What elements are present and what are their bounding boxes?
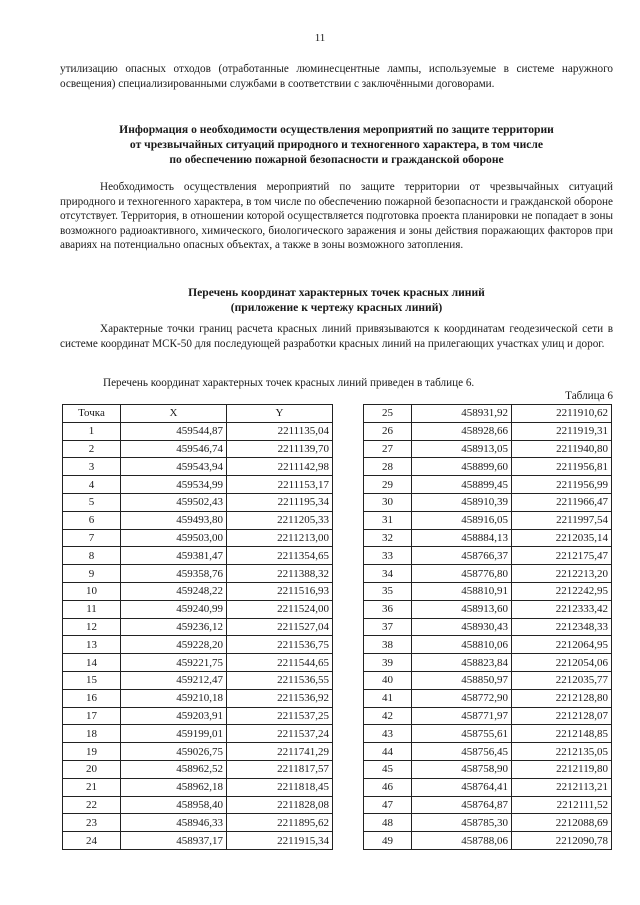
y-coordinate-cell: 2211956,81 — [512, 458, 612, 476]
y-coordinate-cell: 2212090,78 — [512, 832, 612, 850]
point-number-cell: 35 — [364, 582, 412, 600]
y-coordinate-cell: 2212333,42 — [512, 600, 612, 618]
x-coordinate-cell: 459203,91 — [121, 707, 227, 725]
point-number-cell: 16 — [63, 689, 121, 707]
y-coordinate-cell: 2211956,99 — [512, 476, 612, 494]
table-row — [364, 405, 612, 423]
x-coordinate-cell: 458755,61 — [412, 725, 512, 743]
y-coordinate-cell: 2211828,08 — [227, 796, 333, 814]
table-body-right — [364, 405, 612, 850]
point-number-cell: 4 — [63, 476, 121, 494]
table-row — [63, 529, 333, 547]
point-number-cell: 28 — [364, 458, 412, 476]
y-coordinate-cell: 2212035,77 — [512, 671, 612, 689]
table-row — [364, 796, 612, 814]
x-coordinate-cell: 459358,76 — [121, 565, 227, 583]
x-coordinate-cell: 459240,99 — [121, 600, 227, 618]
point-number-cell: 14 — [63, 654, 121, 672]
x-coordinate-cell: 458913,05 — [412, 440, 512, 458]
point-number-cell: 34 — [364, 565, 412, 583]
x-coordinate-cell: 459210,18 — [121, 689, 227, 707]
y-coordinate-cell: 2211524,00 — [227, 600, 333, 618]
x-coordinate-cell: 458916,05 — [412, 511, 512, 529]
table-row — [63, 796, 333, 814]
point-number-cell: 39 — [364, 654, 412, 672]
y-coordinate-cell: 2212128,07 — [512, 707, 612, 725]
y-coordinate-cell: 2211213,00 — [227, 529, 333, 547]
y-coordinate-cell: 2212242,95 — [512, 582, 612, 600]
table-row — [364, 600, 612, 618]
x-coordinate-cell: 458772,90 — [412, 689, 512, 707]
point-number-cell: 13 — [63, 636, 121, 654]
table-row — [63, 636, 333, 654]
x-coordinate-cell: 458776,80 — [412, 565, 512, 583]
emergency-paragraph: Необходимость осуществления мероприятий по защите территории от чрезвычайных ситуаций природного и техногенного характера, в том числе по обеспечению пожарной безопасности и гражданской обороне отсутствует. Территория, в отношении которой осуществляется подготовка проекта планировки не попадает в зоны возможного радиоактивного, химического, биологического заражения и зоны действия поражающих факторов при авариях на потенциально опасных объектах, а также в зоны возможного затопления. — [60, 181, 613, 252]
y-coordinate-cell: 2211537,25 — [227, 707, 333, 725]
heading-line: по обеспечению пожарной безопасности и гражданской обороне — [169, 153, 504, 166]
x-coordinate-cell: 458899,60 — [412, 458, 512, 476]
point-number-cell: 11 — [63, 600, 121, 618]
point-number-cell: 15 — [63, 671, 121, 689]
point-number-cell: 27 — [364, 440, 412, 458]
page-number: 11 — [314, 32, 326, 44]
table-body-left — [63, 422, 333, 849]
section-heading-red-lines — [60, 285, 613, 315]
y-coordinate-cell: 2211915,34 — [227, 832, 333, 850]
point-number-cell: 17 — [63, 707, 121, 725]
point-number-cell: 32 — [364, 529, 412, 547]
heading-line: от чрезвычайных ситуаций природного и техногенного характера, в том числе — [129, 138, 544, 151]
y-coordinate-cell: 2212348,33 — [512, 618, 612, 636]
x-coordinate-cell: 458937,17 — [121, 832, 227, 850]
table-row — [364, 476, 612, 494]
table-row — [364, 832, 612, 850]
point-number-cell: 29 — [364, 476, 412, 494]
x-coordinate-cell: 458766,37 — [412, 547, 512, 565]
table-reference-paragraph: Перечень координат характерных точек красных линий приведен в таблице 6. — [103, 377, 475, 389]
table-row — [364, 725, 612, 743]
table-row — [63, 440, 333, 458]
point-number-cell: 21 — [63, 778, 121, 796]
table-row — [364, 814, 612, 832]
table-row — [364, 565, 612, 583]
point-number-cell: 45 — [364, 760, 412, 778]
x-coordinate-cell: 458913,60 — [412, 600, 512, 618]
point-number-cell: 33 — [364, 547, 412, 565]
table-row — [364, 440, 612, 458]
y-coordinate-cell: 2211536,92 — [227, 689, 333, 707]
table-row — [364, 511, 612, 529]
point-number-cell: 6 — [63, 511, 121, 529]
point-number-cell: 25 — [364, 405, 412, 423]
table-row — [63, 547, 333, 565]
x-coordinate-cell: 458810,06 — [412, 636, 512, 654]
table-row — [63, 476, 333, 494]
x-coordinate-cell: 459503,00 — [121, 529, 227, 547]
y-coordinate-cell: 2212054,06 — [512, 654, 612, 672]
table-header-row — [63, 405, 333, 423]
point-number-cell: 19 — [63, 743, 121, 761]
point-number-cell: 48 — [364, 814, 412, 832]
heading-line: Перечень координат характерных точек красных линий — [188, 286, 485, 299]
point-number-cell: 1 — [63, 422, 121, 440]
point-number-cell: 41 — [364, 689, 412, 707]
y-coordinate-cell: 2211516,93 — [227, 582, 333, 600]
table-row — [63, 743, 333, 761]
x-coordinate-cell: 458962,18 — [121, 778, 227, 796]
table-row — [63, 671, 333, 689]
point-number-cell: 22 — [63, 796, 121, 814]
y-coordinate-cell: 2211205,33 — [227, 511, 333, 529]
y-coordinate-cell: 2211153,17 — [227, 476, 333, 494]
point-number-cell: 20 — [63, 760, 121, 778]
table-row — [364, 671, 612, 689]
y-coordinate-cell: 2211527,04 — [227, 618, 333, 636]
y-coordinate-cell: 2211139,70 — [227, 440, 333, 458]
point-number-cell: 36 — [364, 600, 412, 618]
table-row — [63, 725, 333, 743]
table-row — [63, 707, 333, 725]
x-coordinate-cell: 458788,06 — [412, 832, 512, 850]
table-row — [63, 689, 333, 707]
table-row — [364, 582, 612, 600]
x-coordinate-cell: 459493,80 — [121, 511, 227, 529]
table-row — [364, 760, 612, 778]
y-coordinate-cell: 2211818,45 — [227, 778, 333, 796]
header-y: Y — [227, 405, 333, 423]
x-coordinate-cell: 459228,20 — [121, 636, 227, 654]
y-coordinate-cell: 2211142,98 — [227, 458, 333, 476]
point-number-cell: 31 — [364, 511, 412, 529]
table-row — [63, 814, 333, 832]
table-row — [63, 778, 333, 796]
x-coordinate-cell: 458910,39 — [412, 493, 512, 511]
point-number-cell: 44 — [364, 743, 412, 761]
table-row — [63, 511, 333, 529]
y-coordinate-cell: 2212175,47 — [512, 547, 612, 565]
red-lines-paragraph: Характерные точки границ расчета красных линий привязываются к координатам геодезической сети в системе координат МСК-50 для последующей разработки красных линий на прилегающих участках улиц и дорог. — [60, 323, 613, 350]
table-row — [63, 582, 333, 600]
point-number-cell: 47 — [364, 796, 412, 814]
table-row — [364, 743, 612, 761]
point-number-cell: 38 — [364, 636, 412, 654]
y-coordinate-cell: 2211910,62 — [512, 405, 612, 423]
point-number-cell: 40 — [364, 671, 412, 689]
y-coordinate-cell: 2211388,32 — [227, 565, 333, 583]
x-coordinate-cell: 458850,97 — [412, 671, 512, 689]
x-coordinate-cell: 458764,87 — [412, 796, 512, 814]
point-number-cell: 42 — [364, 707, 412, 725]
coordinates-table-right — [363, 404, 612, 850]
table-row — [364, 636, 612, 654]
table-row — [63, 422, 333, 440]
table-row — [364, 689, 612, 707]
y-coordinate-cell: 2211741,29 — [227, 743, 333, 761]
x-coordinate-cell: 458946,33 — [121, 814, 227, 832]
coordinates-table-left — [62, 404, 333, 850]
x-coordinate-cell: 458962,52 — [121, 760, 227, 778]
header-x: X — [121, 405, 227, 423]
table-row — [63, 618, 333, 636]
y-coordinate-cell: 2212088,69 — [512, 814, 612, 832]
x-coordinate-cell: 458931,92 — [412, 405, 512, 423]
y-coordinate-cell: 2212148,85 — [512, 725, 612, 743]
y-coordinate-cell: 2212135,05 — [512, 743, 612, 761]
table-row — [364, 422, 612, 440]
table-row — [364, 529, 612, 547]
point-number-cell: 37 — [364, 618, 412, 636]
x-coordinate-cell: 458884,13 — [412, 529, 512, 547]
heading-line: (приложение к чертежу красных линий) — [230, 301, 443, 314]
x-coordinate-cell: 459199,01 — [121, 725, 227, 743]
table-row — [63, 600, 333, 618]
x-coordinate-cell: 458899,45 — [412, 476, 512, 494]
intro-paragraph: утилизацию опасных отходов (отработанные люминесцентные лампы, используемые в системе наружного освещения) специализированными службами в соответствии с заключёнными договорами. — [60, 63, 613, 90]
table-label: Таблица 6 — [565, 390, 613, 402]
y-coordinate-cell: 2211544,65 — [227, 654, 333, 672]
x-coordinate-cell: 459544,87 — [121, 422, 227, 440]
y-coordinate-cell: 2212128,80 — [512, 689, 612, 707]
y-coordinate-cell: 2211354,65 — [227, 547, 333, 565]
table-row — [364, 778, 612, 796]
y-coordinate-cell: 2211895,62 — [227, 814, 333, 832]
x-coordinate-cell: 459381,47 — [121, 547, 227, 565]
x-coordinate-cell: 459502,43 — [121, 493, 227, 511]
y-coordinate-cell: 2212111,52 — [512, 796, 612, 814]
x-coordinate-cell: 458758,90 — [412, 760, 512, 778]
table-row — [364, 547, 612, 565]
table-row — [364, 493, 612, 511]
y-coordinate-cell: 2211919,31 — [512, 422, 612, 440]
point-number-cell: 9 — [63, 565, 121, 583]
y-coordinate-cell: 2212213,20 — [512, 565, 612, 583]
x-coordinate-cell: 458930,43 — [412, 618, 512, 636]
y-coordinate-cell: 2211997,54 — [512, 511, 612, 529]
point-number-cell: 24 — [63, 832, 121, 850]
table-row — [63, 565, 333, 583]
y-coordinate-cell: 2212119,80 — [512, 760, 612, 778]
point-number-cell: 18 — [63, 725, 121, 743]
table-row — [63, 832, 333, 850]
y-coordinate-cell: 2211966,47 — [512, 493, 612, 511]
x-coordinate-cell: 459221,75 — [121, 654, 227, 672]
y-coordinate-cell: 2212064,95 — [512, 636, 612, 654]
y-coordinate-cell: 2211536,75 — [227, 636, 333, 654]
point-number-cell: 8 — [63, 547, 121, 565]
heading-line: Информация о необходимости осуществления мероприятий по защите территории — [119, 123, 554, 136]
point-number-cell: 30 — [364, 493, 412, 511]
table-row — [364, 707, 612, 725]
header-point: Точка — [63, 405, 121, 423]
point-number-cell: 49 — [364, 832, 412, 850]
point-number-cell: 2 — [63, 440, 121, 458]
x-coordinate-cell: 459543,94 — [121, 458, 227, 476]
table-row — [364, 458, 612, 476]
x-coordinate-cell: 458810,91 — [412, 582, 512, 600]
table-row — [63, 493, 333, 511]
x-coordinate-cell: 458771,97 — [412, 707, 512, 725]
x-coordinate-cell: 458958,40 — [121, 796, 227, 814]
x-coordinate-cell: 458764,41 — [412, 778, 512, 796]
table-row — [364, 654, 612, 672]
point-number-cell: 26 — [364, 422, 412, 440]
y-coordinate-cell: 2211536,55 — [227, 671, 333, 689]
y-coordinate-cell: 2212035,14 — [512, 529, 612, 547]
point-number-cell: 10 — [63, 582, 121, 600]
y-coordinate-cell: 2211817,57 — [227, 760, 333, 778]
point-number-cell: 46 — [364, 778, 412, 796]
table-row — [364, 618, 612, 636]
table-row — [63, 458, 333, 476]
x-coordinate-cell: 458823,84 — [412, 654, 512, 672]
point-number-cell: 3 — [63, 458, 121, 476]
x-coordinate-cell: 458785,30 — [412, 814, 512, 832]
point-number-cell: 7 — [63, 529, 121, 547]
table-row — [63, 760, 333, 778]
x-coordinate-cell: 459026,75 — [121, 743, 227, 761]
x-coordinate-cell: 458928,66 — [412, 422, 512, 440]
point-number-cell: 5 — [63, 493, 121, 511]
y-coordinate-cell: 2211537,24 — [227, 725, 333, 743]
x-coordinate-cell: 459212,47 — [121, 671, 227, 689]
x-coordinate-cell: 458756,45 — [412, 743, 512, 761]
x-coordinate-cell: 459248,22 — [121, 582, 227, 600]
section-heading-emergency — [60, 122, 613, 167]
table-row — [63, 654, 333, 672]
y-coordinate-cell: 2211135,04 — [227, 422, 333, 440]
x-coordinate-cell: 459534,99 — [121, 476, 227, 494]
y-coordinate-cell: 2211195,34 — [227, 493, 333, 511]
y-coordinate-cell: 2211940,80 — [512, 440, 612, 458]
x-coordinate-cell: 459546,74 — [121, 440, 227, 458]
y-coordinate-cell: 2212113,21 — [512, 778, 612, 796]
point-number-cell: 23 — [63, 814, 121, 832]
point-number-cell: 43 — [364, 725, 412, 743]
point-number-cell: 12 — [63, 618, 121, 636]
x-coordinate-cell: 459236,12 — [121, 618, 227, 636]
